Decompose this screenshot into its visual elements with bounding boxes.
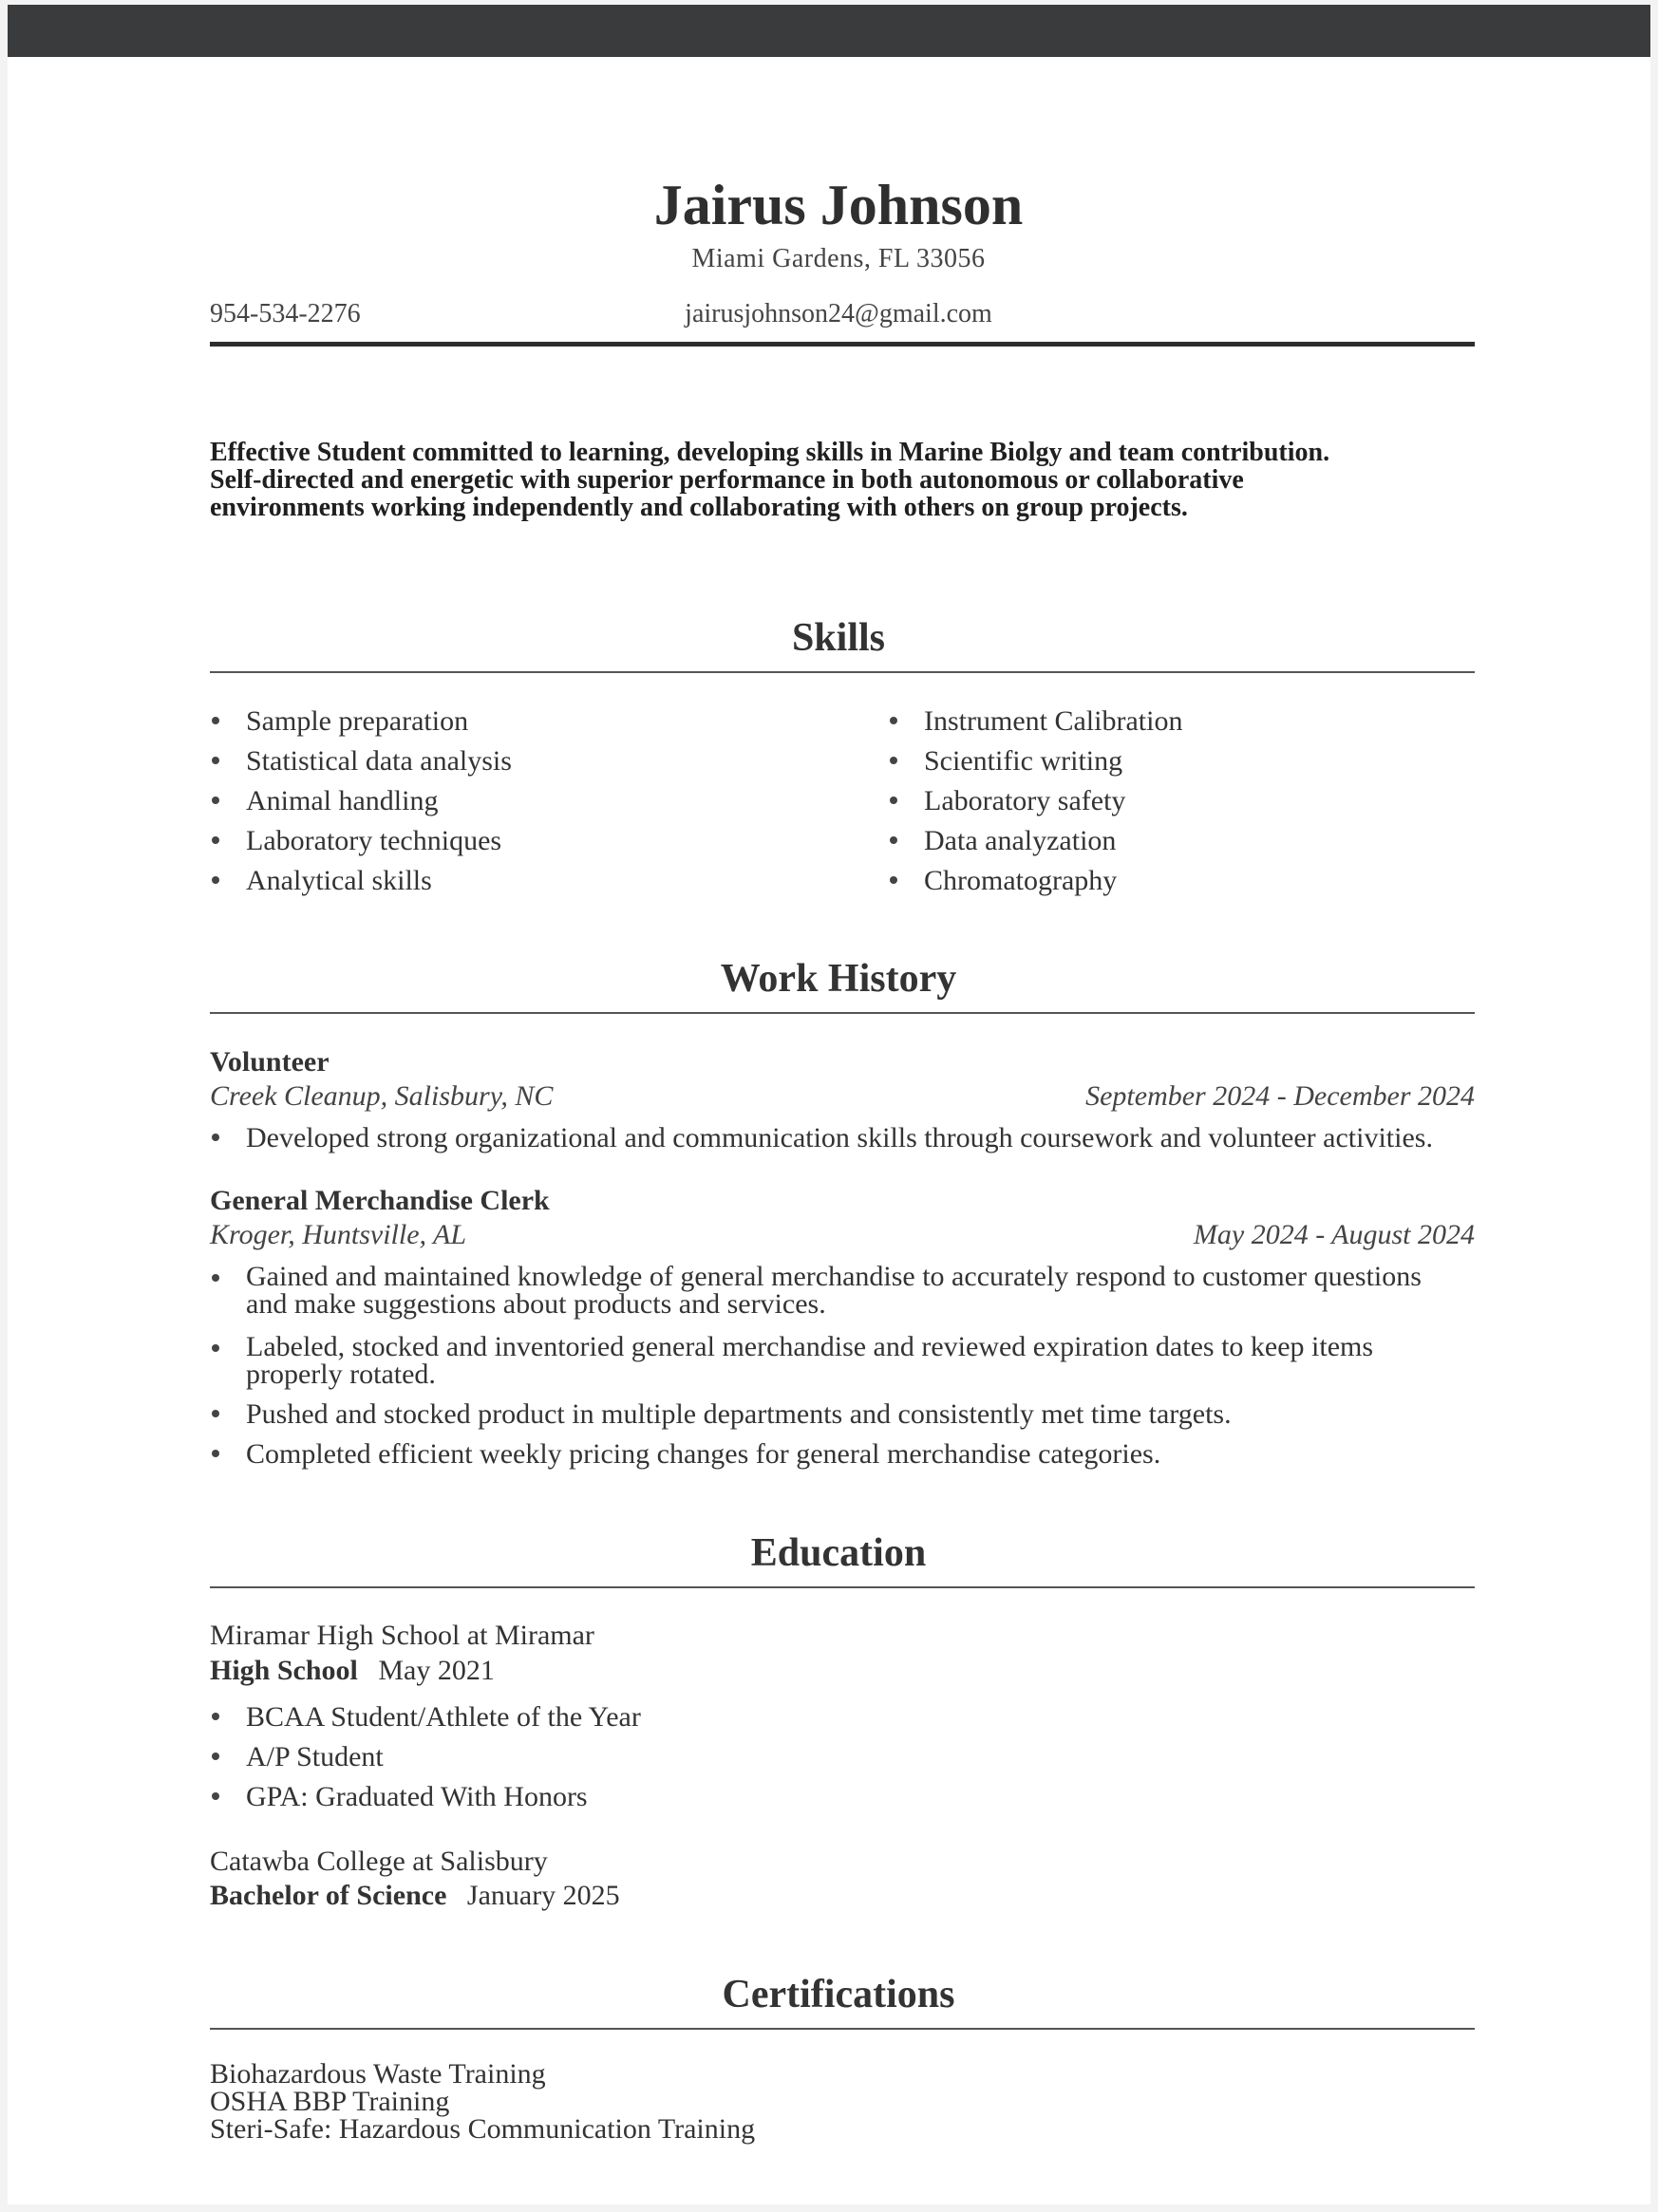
degree-date: January 2025 bbox=[466, 1880, 620, 1911]
job-bullet-line: Gained and maintained knowledge of general merchandise to accurately respond to customer questions bbox=[246, 1261, 1422, 1292]
skill-item: Chromatography bbox=[888, 861, 1117, 901]
job-bullet bbox=[210, 1263, 1471, 1318]
skill-item: Analytical skills bbox=[210, 861, 432, 901]
skills-heading: Skills bbox=[791, 616, 886, 660]
candidate-name: Jairus Johnson bbox=[653, 174, 1024, 236]
education-bullet: BCAA Student/Athlete of the Year bbox=[210, 1697, 641, 1737]
job-bullet-line: and make suggestions about products and services. bbox=[246, 1288, 826, 1320]
professional-summary bbox=[210, 439, 1482, 521]
degree-date: May 2021 bbox=[378, 1655, 495, 1686]
summary-line: Self-directed and energetic with superior performance in both autonomous or collaborative bbox=[210, 465, 1244, 495]
degree-line bbox=[210, 1878, 620, 1914]
skill-item: Statistical data analysis bbox=[210, 741, 512, 781]
top-bar bbox=[8, 5, 1650, 57]
skill-item: Instrument Calibration bbox=[888, 702, 1182, 741]
job-dates: September 2024 - December 2024 bbox=[1085, 1080, 1475, 1112]
skills-divider bbox=[210, 671, 1475, 673]
certification-item: Biohazardous Waste Training bbox=[210, 2058, 546, 2090]
degree-name: Bachelor of Science bbox=[210, 1880, 447, 1911]
job-location: Kroger, Huntsville, AL bbox=[210, 1219, 467, 1250]
job-title: General Merchandise Clerk bbox=[210, 1185, 550, 1216]
candidate-address: Miami Gardens, FL 33056 bbox=[691, 244, 986, 273]
degree-name: High School bbox=[210, 1655, 358, 1686]
certifications-heading: Certifications bbox=[722, 1973, 955, 2016]
candidate-phone: 954-534-2276 bbox=[210, 299, 361, 328]
education-bullet: A/P Student bbox=[210, 1737, 384, 1777]
certifications-divider bbox=[210, 2028, 1475, 2030]
job-title: Volunteer bbox=[210, 1046, 330, 1078]
job-bullet-line: properly rotated. bbox=[246, 1359, 436, 1390]
work-history-divider bbox=[210, 1012, 1475, 1014]
work-history-heading: Work History bbox=[720, 957, 957, 1001]
skill-item: Laboratory techniques bbox=[210, 821, 501, 861]
job-bullet: Developed strong organizational and communication skills through coursework and volunteer activities. bbox=[210, 1118, 1433, 1158]
certification-item: OSHA BBP Training bbox=[210, 2086, 450, 2117]
school-name: Miramar High School at Miramar bbox=[210, 1620, 594, 1651]
job-bullet bbox=[210, 1333, 1471, 1388]
resume-page bbox=[8, 57, 1650, 2204]
school-name: Catawba College at Salisbury bbox=[210, 1846, 548, 1877]
certification-item: Steri-Safe: Hazardous Communication Training bbox=[210, 2113, 756, 2145]
skill-item: Scientific writing bbox=[888, 741, 1122, 781]
skill-item: Data analyzation bbox=[888, 821, 1116, 861]
candidate-email: jairusjohnson24@gmail.com bbox=[685, 299, 992, 328]
job-bullet: Pushed and stocked product in multiple departments and consistently met time targets. bbox=[210, 1395, 1232, 1434]
skill-item: Animal handling bbox=[210, 781, 438, 821]
skill-item: Laboratory safety bbox=[888, 781, 1125, 821]
job-dates: May 2024 - August 2024 bbox=[1193, 1219, 1475, 1250]
header-divider bbox=[210, 342, 1475, 347]
degree-line bbox=[210, 1653, 495, 1689]
education-heading: Education bbox=[750, 1531, 927, 1575]
summary-line: Effective Student committed to learning, developing skills in Marine Biolgy and team contribution. bbox=[210, 438, 1330, 467]
summary-line: environments working independently and collaborating with others on group projects. bbox=[210, 493, 1188, 522]
job-bullet: Completed efficient weekly pricing changes for general merchandise categories. bbox=[210, 1434, 1160, 1474]
education-bullet: GPA: Graduated With Honors bbox=[210, 1777, 588, 1817]
job-bullet-line: Labeled, stocked and inventoried general merchandise and reviewed expiration dates to keep items bbox=[246, 1331, 1374, 1362]
education-divider bbox=[210, 1586, 1475, 1588]
job-location: Creek Cleanup, Salisbury, NC bbox=[210, 1080, 554, 1112]
skill-item: Sample preparation bbox=[210, 702, 468, 741]
